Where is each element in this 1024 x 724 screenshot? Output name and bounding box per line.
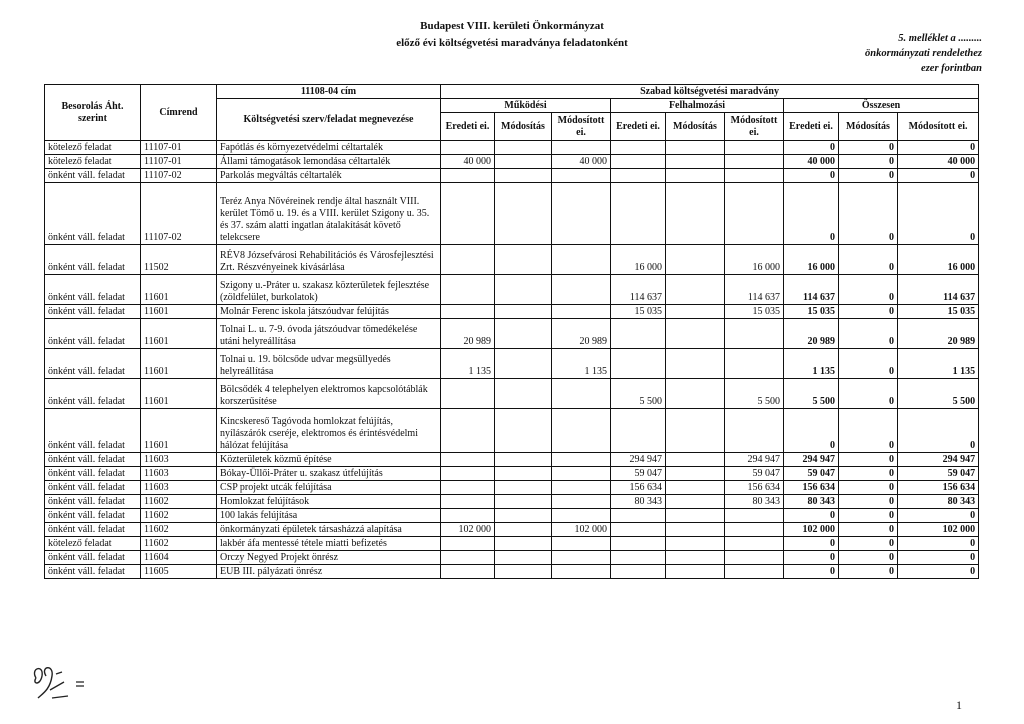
row-felhalmozasi-modositott [725, 169, 784, 183]
row-mukodesi-modositott [552, 481, 611, 495]
row-mukodesi-modositas [495, 183, 552, 245]
row-feladat: 100 lakás felújítása [217, 509, 441, 523]
row-mukodesi-modositas [495, 481, 552, 495]
row-felhalmozasi-modositas [666, 319, 725, 349]
header-besorolas: Besorolás Áht. szerint [45, 85, 141, 141]
table-row [45, 305, 979, 319]
row-felhalmozasi-modositott: 114 637 [725, 275, 784, 305]
row-felhalmozasi-eredeti [611, 169, 666, 183]
row-mukodesi-modositas [495, 409, 552, 453]
row-felhalmozasi-modositas [666, 467, 725, 481]
row-cimrend: 11602 [141, 537, 217, 551]
row-felhalmozasi-eredeti: 114 637 [611, 275, 666, 305]
row-osszesen-modositott: 0 [898, 169, 979, 183]
row-cimrend: 11602 [141, 495, 217, 509]
row-felhalmozasi-eredeti [611, 551, 666, 565]
row-feladat: Bókay-Üllői-Práter u. szakasz útfelújítás [217, 467, 441, 481]
row-felhalmozasi-eredeti [611, 409, 666, 453]
table-row [45, 551, 979, 565]
row-besorolas: önként váll. feladat [45, 349, 141, 379]
row-mukodesi-modositas [495, 169, 552, 183]
row-mukodesi-modositas [495, 565, 552, 579]
header-szabad: Szabad költségvetési maradvány [441, 85, 979, 99]
header-f-modositott: Módosított ei. [725, 113, 784, 141]
row-felhalmozasi-modositott [725, 141, 784, 155]
row-cimrend: 11601 [141, 305, 217, 319]
row-osszesen-modositott: 80 343 [898, 495, 979, 509]
row-cimrend: 11601 [141, 379, 217, 409]
row-felhalmozasi-modositas [666, 565, 725, 579]
row-felhalmozasi-eredeti [611, 183, 666, 245]
row-besorolas: önként váll. feladat [45, 379, 141, 409]
row-mukodesi-modositott [552, 169, 611, 183]
row-mukodesi-eredeti [441, 379, 495, 409]
header-felhalmozasi: Felhalmozási [611, 99, 784, 113]
row-cimrend: 11602 [141, 509, 217, 523]
row-besorolas: önként váll. feladat [45, 245, 141, 275]
header-line-2: előző évi költségvetési maradványa feladatonként [396, 37, 628, 49]
row-besorolas: önként váll. feladat [45, 495, 141, 509]
row-osszesen-modositott: 59 047 [898, 467, 979, 481]
row-felhalmozasi-modositas [666, 275, 725, 305]
row-cimrend: 11601 [141, 275, 217, 305]
row-felhalmozasi-eredeti [611, 349, 666, 379]
row-osszesen-modositott: 1 135 [898, 349, 979, 379]
row-osszesen-modositott: 5 500 [898, 379, 979, 409]
row-felhalmozasi-modositas [666, 169, 725, 183]
row-osszesen-modositott: 0 [898, 409, 979, 453]
row-mukodesi-eredeti [441, 453, 495, 467]
row-feladat: Orczy Negyed Projekt önrész [217, 551, 441, 565]
row-besorolas: kötelező feladat [45, 141, 141, 155]
row-osszesen-eredeti: 114 637 [784, 275, 839, 305]
header-cim: 11108-04 cím [217, 85, 441, 99]
row-osszesen-eredeti: 0 [784, 183, 839, 245]
row-felhalmozasi-eredeti: 80 343 [611, 495, 666, 509]
row-osszesen-modositas: 0 [839, 523, 898, 537]
row-cimrend: 11601 [141, 349, 217, 379]
row-mukodesi-modositas [495, 453, 552, 467]
row-besorolas: önként váll. feladat [45, 551, 141, 565]
table-body [45, 141, 979, 579]
row-feladat: Kincskereső Tagóvoda homlokzat felújítás, nyílászárók cseréje, elektromos és érintésvédelmi hálózat felújítása [217, 409, 441, 453]
row-felhalmozasi-modositott: 80 343 [725, 495, 784, 509]
row-mukodesi-modositott [552, 141, 611, 155]
row-mukodesi-eredeti: 20 989 [441, 319, 495, 349]
row-osszesen-modositott: 0 [898, 565, 979, 579]
row-feladat: Közterületek közmű építése [217, 453, 441, 467]
row-osszesen-modositott: 0 [898, 551, 979, 565]
row-osszesen-eredeti: 59 047 [784, 467, 839, 481]
row-felhalmozasi-modositas [666, 537, 725, 551]
row-feladat: önkormányzati épületek társasházzá alapítása [217, 523, 441, 537]
row-besorolas: önként váll. feladat [45, 275, 141, 305]
table-row [45, 481, 979, 495]
row-felhalmozasi-modositas [666, 155, 725, 169]
row-osszesen-eredeti: 1 135 [784, 349, 839, 379]
row-felhalmozasi-modositott [725, 155, 784, 169]
header-o-modositas: Módosítás [839, 113, 898, 141]
row-besorolas: önként váll. feladat [45, 467, 141, 481]
row-felhalmozasi-modositott: 5 500 [725, 379, 784, 409]
row-felhalmozasi-modositott: 156 634 [725, 481, 784, 495]
row-osszesen-modositott: 102 000 [898, 523, 979, 537]
row-osszesen-modositott: 20 989 [898, 319, 979, 349]
header-line-1: Budapest VIII. kerületi Önkormányzat [420, 20, 604, 32]
row-osszesen-modositas: 0 [839, 183, 898, 245]
row-felhalmozasi-modositott: 15 035 [725, 305, 784, 319]
row-cimrend: 11601 [141, 319, 217, 349]
row-besorolas: önként váll. feladat [45, 409, 141, 453]
table-row [45, 453, 979, 467]
annex-line-1: 5. melléklet a ......... [898, 33, 982, 44]
row-mukodesi-modositas [495, 523, 552, 537]
row-besorolas: önként váll. feladat [45, 565, 141, 579]
row-osszesen-modositas: 0 [839, 349, 898, 379]
row-cimrend: 11107-01 [141, 141, 217, 155]
row-osszesen-eredeti: 16 000 [784, 245, 839, 275]
header-mukodesi: Működési [441, 99, 611, 113]
row-feladat: Szigony u.-Práter u. szakasz közterületek fejlesztése (zöldfelület, burkolatok) [217, 275, 441, 305]
annex-line-2: önkormányzati rendelethez [865, 48, 982, 59]
row-feladat: Tolnai u. 19. bölcsőde udvar megsüllyedés helyreállítása [217, 349, 441, 379]
row-osszesen-modositott: 15 035 [898, 305, 979, 319]
row-mukodesi-eredeti [441, 481, 495, 495]
row-osszesen-modositas: 0 [839, 319, 898, 349]
row-mukodesi-eredeti [441, 409, 495, 453]
row-feladat: Fapótlás és környezetvédelmi céltartalék [217, 141, 441, 155]
row-besorolas: önként váll. feladat [45, 305, 141, 319]
row-besorolas: önként váll. feladat [45, 523, 141, 537]
header-f-modositas: Módosítás [666, 113, 725, 141]
row-felhalmozasi-modositas [666, 523, 725, 537]
row-felhalmozasi-modositott [725, 183, 784, 245]
row-besorolas: önként váll. feladat [45, 169, 141, 183]
row-felhalmozasi-eredeti: 16 000 [611, 245, 666, 275]
row-cimrend: 11604 [141, 551, 217, 565]
row-felhalmozasi-eredeti [611, 537, 666, 551]
row-mukodesi-modositas [495, 537, 552, 551]
row-osszesen-modositas: 0 [839, 453, 898, 467]
row-mukodesi-modositott [552, 275, 611, 305]
row-felhalmozasi-modositott: 16 000 [725, 245, 784, 275]
row-osszesen-eredeti: 20 989 [784, 319, 839, 349]
row-osszesen-modositott: 0 [898, 141, 979, 155]
row-mukodesi-modositott [552, 467, 611, 481]
row-mukodesi-modositas [495, 379, 552, 409]
row-felhalmozasi-eredeti [611, 565, 666, 579]
page-number: 1 [956, 698, 962, 712]
table-row [45, 275, 979, 305]
row-felhalmozasi-modositott: 59 047 [725, 467, 784, 481]
row-felhalmozasi-eredeti [611, 509, 666, 523]
handwritten-signature [28, 660, 108, 704]
row-mukodesi-modositas [495, 141, 552, 155]
row-mukodesi-modositott: 102 000 [552, 523, 611, 537]
table-row [45, 141, 979, 155]
row-feladat: RÉV8 Józsefvárosi Rehabilitációs és Városfejlesztési Zrt. Részvényeinek kivásárlása [217, 245, 441, 275]
header-m-eredeti: Eredeti ei. [441, 113, 495, 141]
row-mukodesi-eredeti [441, 245, 495, 275]
row-osszesen-modositas: 0 [839, 275, 898, 305]
row-feladat: Tolnai L. u. 7-9. óvoda játszóudvar tömedékelése utáni helyreállítása [217, 319, 441, 349]
row-mukodesi-modositas [495, 305, 552, 319]
row-osszesen-eredeti: 0 [784, 141, 839, 155]
row-osszesen-modositas: 0 [839, 551, 898, 565]
row-osszesen-modositott: 294 947 [898, 453, 979, 467]
row-felhalmozasi-eredeti [611, 141, 666, 155]
table-row [45, 155, 979, 169]
row-cimrend: 11603 [141, 453, 217, 467]
row-mukodesi-modositott [552, 551, 611, 565]
row-mukodesi-modositott [552, 495, 611, 509]
row-osszesen-modositas: 0 [839, 495, 898, 509]
table-row [45, 183, 979, 245]
row-osszesen-modositas: 0 [839, 245, 898, 275]
row-osszesen-modositas: 0 [839, 565, 898, 579]
row-mukodesi-modositott: 20 989 [552, 319, 611, 349]
header-cimrend: Címrend [141, 85, 217, 141]
row-osszesen-eredeti: 294 947 [784, 453, 839, 467]
row-osszesen-modositas: 0 [839, 169, 898, 183]
row-osszesen-modositas: 0 [839, 155, 898, 169]
row-osszesen-modositas: 0 [839, 481, 898, 495]
row-mukodesi-modositas [495, 509, 552, 523]
row-osszesen-eredeti: 15 035 [784, 305, 839, 319]
row-osszesen-modositott: 0 [898, 537, 979, 551]
row-feladat: Parkolás megváltás céltartalék [217, 169, 441, 183]
row-felhalmozasi-modositott [725, 509, 784, 523]
row-mukodesi-modositas [495, 155, 552, 169]
row-osszesen-eredeti: 40 000 [784, 155, 839, 169]
row-felhalmozasi-eredeti: 15 035 [611, 305, 666, 319]
row-feladat: EUB III. pályázati önrész [217, 565, 441, 579]
header-o-eredeti: Eredeti ei. [784, 113, 839, 141]
row-osszesen-modositas: 0 [839, 509, 898, 523]
row-felhalmozasi-modositas [666, 409, 725, 453]
row-mukodesi-eredeti: 1 135 [441, 349, 495, 379]
row-felhalmozasi-modositas [666, 453, 725, 467]
row-cimrend: 11502 [141, 245, 217, 275]
row-felhalmozasi-modositott [725, 409, 784, 453]
row-mukodesi-modositott [552, 509, 611, 523]
row-osszesen-modositott: 16 000 [898, 245, 979, 275]
row-mukodesi-modositas [495, 551, 552, 565]
row-mukodesi-eredeti [441, 495, 495, 509]
row-feladat: CSP projekt utcák felújítása [217, 481, 441, 495]
row-mukodesi-modositott: 1 135 [552, 349, 611, 379]
row-felhalmozasi-modositas [666, 495, 725, 509]
table-row [45, 523, 979, 537]
header-m-modositas: Módosítás [495, 113, 552, 141]
row-felhalmozasi-modositott [725, 349, 784, 379]
row-felhalmozasi-eredeti: 5 500 [611, 379, 666, 409]
row-mukodesi-modositott [552, 305, 611, 319]
row-felhalmozasi-eredeti: 294 947 [611, 453, 666, 467]
row-felhalmozasi-modositas [666, 509, 725, 523]
row-felhalmozasi-eredeti: 59 047 [611, 467, 666, 481]
row-mukodesi-modositott [552, 183, 611, 245]
row-mukodesi-eredeti [441, 141, 495, 155]
row-mukodesi-eredeti [441, 275, 495, 305]
table-row [45, 349, 979, 379]
row-mukodesi-eredeti [441, 305, 495, 319]
row-feladat: Bölcsődék 4 telephelyen elektromos kapcsolótáblák korszerűsítése [217, 379, 441, 409]
row-mukodesi-eredeti [441, 183, 495, 245]
row-mukodesi-eredeti [441, 551, 495, 565]
row-besorolas: önként váll. feladat [45, 509, 141, 523]
row-felhalmozasi-modositas [666, 379, 725, 409]
header-f-eredeti: Eredeti ei. [611, 113, 666, 141]
row-felhalmozasi-modositas [666, 551, 725, 565]
table-row [45, 467, 979, 481]
row-felhalmozasi-eredeti [611, 523, 666, 537]
row-feladat: Állami támogatások lemondása céltartalék [217, 155, 441, 169]
row-besorolas: önként váll. feladat [45, 319, 141, 349]
table-row [45, 379, 979, 409]
row-mukodesi-eredeti [441, 565, 495, 579]
row-osszesen-eredeti: 102 000 [784, 523, 839, 537]
row-besorolas: önként váll. feladat [45, 481, 141, 495]
row-osszesen-modositas: 0 [839, 409, 898, 453]
row-osszesen-modositott: 156 634 [898, 481, 979, 495]
row-felhalmozasi-modositas [666, 305, 725, 319]
row-feladat: Teréz Anya Nővéreinek rendje által használt VIII. kerület Tömő u. 19. és a VIII. kerület Szigony u. 35. és 37. szám alatti ingatlan átalakítását követő telekcsere [217, 183, 441, 245]
row-felhalmozasi-modositas [666, 349, 725, 379]
row-mukodesi-modositott [552, 245, 611, 275]
row-osszesen-eredeti: 0 [784, 537, 839, 551]
row-besorolas: önként váll. feladat [45, 453, 141, 467]
row-osszesen-eredeti: 0 [784, 551, 839, 565]
row-mukodesi-modositas [495, 275, 552, 305]
row-osszesen-eredeti: 0 [784, 565, 839, 579]
row-cimrend: 11602 [141, 523, 217, 537]
row-osszesen-modositas: 0 [839, 305, 898, 319]
row-felhalmozasi-eredeti [611, 319, 666, 349]
row-mukodesi-modositott [552, 565, 611, 579]
row-osszesen-modositas: 0 [839, 537, 898, 551]
row-mukodesi-modositott [552, 409, 611, 453]
row-besorolas: kötelező feladat [45, 155, 141, 169]
table-row [45, 537, 979, 551]
row-osszesen-eredeti: 0 [784, 409, 839, 453]
row-felhalmozasi-modositas [666, 183, 725, 245]
row-osszesen-eredeti: 5 500 [784, 379, 839, 409]
table-row [45, 409, 979, 453]
row-felhalmozasi-eredeti: 156 634 [611, 481, 666, 495]
header-feladat: Költségvetési szerv/feladat megnevezése [217, 99, 441, 141]
row-felhalmozasi-modositott [725, 537, 784, 551]
row-osszesen-modositas: 0 [839, 467, 898, 481]
row-osszesen-eredeti: 0 [784, 509, 839, 523]
row-mukodesi-modositott [552, 537, 611, 551]
annex-label [865, 31, 982, 76]
row-mukodesi-modositas [495, 495, 552, 509]
row-cimrend: 11601 [141, 409, 217, 453]
row-cimrend: 11605 [141, 565, 217, 579]
row-mukodesi-eredeti: 102 000 [441, 523, 495, 537]
row-cimrend: 11603 [141, 467, 217, 481]
row-mukodesi-eredeti [441, 169, 495, 183]
row-felhalmozasi-modositott [725, 565, 784, 579]
row-osszesen-modositott: 0 [898, 183, 979, 245]
row-mukodesi-eredeti: 40 000 [441, 155, 495, 169]
row-felhalmozasi-modositas [666, 481, 725, 495]
annex-line-3: ezer forintban [921, 63, 982, 74]
row-feladat: lakbér áfa mentessé tétele miatti befizetés [217, 537, 441, 551]
row-osszesen-modositott: 0 [898, 509, 979, 523]
row-felhalmozasi-modositott: 294 947 [725, 453, 784, 467]
row-cimrend: 11603 [141, 481, 217, 495]
row-osszesen-eredeti: 0 [784, 169, 839, 183]
table-row [45, 565, 979, 579]
row-osszesen-eredeti: 156 634 [784, 481, 839, 495]
header-osszesen: Összesen [784, 99, 979, 113]
header-o-modositott: Módosított ei. [898, 113, 979, 141]
table-row [45, 169, 979, 183]
row-mukodesi-eredeti [441, 467, 495, 481]
row-mukodesi-modositas [495, 245, 552, 275]
row-besorolas: önként váll. feladat [45, 183, 141, 245]
row-felhalmozasi-eredeti [611, 155, 666, 169]
row-osszesen-modositott: 40 000 [898, 155, 979, 169]
row-felhalmozasi-modositott [725, 523, 784, 537]
table-row [45, 495, 979, 509]
row-mukodesi-modositas [495, 349, 552, 379]
row-osszesen-eredeti: 80 343 [784, 495, 839, 509]
budget-table [44, 84, 979, 579]
row-cimrend: 11107-02 [141, 169, 217, 183]
row-mukodesi-modositas [495, 319, 552, 349]
row-mukodesi-modositott [552, 379, 611, 409]
row-felhalmozasi-modositas [666, 141, 725, 155]
row-osszesen-modositas: 0 [839, 379, 898, 409]
row-besorolas: kötelező feladat [45, 537, 141, 551]
row-mukodesi-eredeti [441, 537, 495, 551]
row-mukodesi-modositas [495, 467, 552, 481]
table-row [45, 509, 979, 523]
row-felhalmozasi-modositas [666, 245, 725, 275]
table-row [45, 245, 979, 275]
row-felhalmozasi-modositott [725, 551, 784, 565]
row-mukodesi-modositott: 40 000 [552, 155, 611, 169]
header-m-modositott: Módosított ei. [552, 113, 611, 141]
row-cimrend: 11107-01 [141, 155, 217, 169]
row-osszesen-modositas: 0 [839, 141, 898, 155]
row-feladat: Molnár Ferenc iskola játszóudvar felújítás [217, 305, 441, 319]
row-feladat: Homlokzat felújítások [217, 495, 441, 509]
row-mukodesi-eredeti [441, 509, 495, 523]
row-osszesen-modositott: 114 637 [898, 275, 979, 305]
row-cimrend: 11107-02 [141, 183, 217, 245]
table-row [45, 319, 979, 349]
row-felhalmozasi-modositott [725, 319, 784, 349]
row-mukodesi-modositott [552, 453, 611, 467]
